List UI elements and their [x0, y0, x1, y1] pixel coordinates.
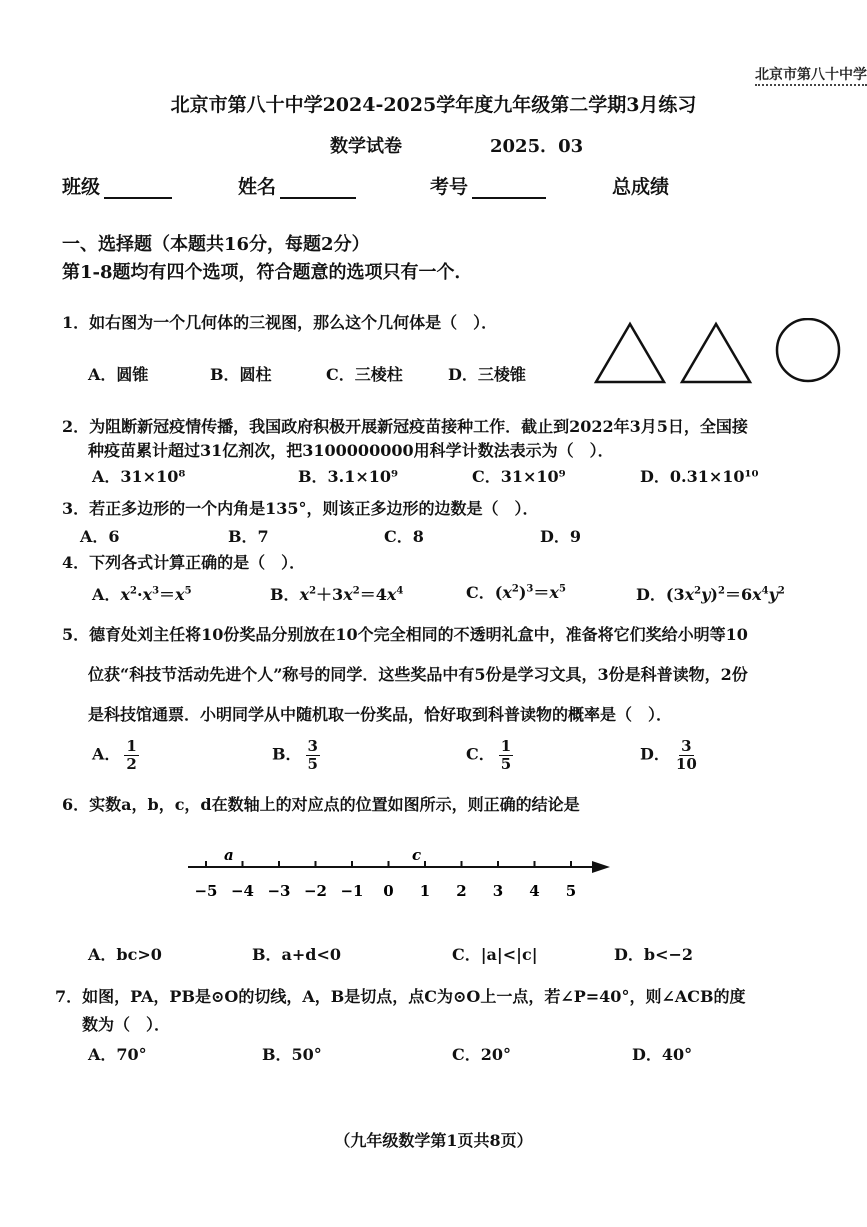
- q4-option-b: B．$x^2+3x^2=4x^4$: [270, 585, 404, 604]
- q6-option-a: A．bc>0: [88, 945, 162, 964]
- q5-option-d-label: D．: [640, 744, 670, 764]
- q5-option-b: [272, 738, 320, 772]
- front-view-triangle: [596, 324, 664, 382]
- fraction-denominator: 2: [126, 754, 137, 773]
- q4-option-b-label: B．: [270, 585, 300, 604]
- fraction-numerator: 3: [681, 737, 692, 755]
- q6-option-b: B．a+d<0: [252, 945, 342, 964]
- q2-stem-line2: 种疫苗累计超过31亿剂次，把3100000000用科学计数法表示为（ ）．: [88, 441, 614, 460]
- corner-stamp: 北京市第八十中学: [755, 64, 867, 86]
- q4-option-c: C．$(x^2)^3=x^5$: [466, 583, 566, 602]
- q5-option-a-fraction: [124, 738, 138, 772]
- exam-no-blank[interactable]: [472, 197, 546, 199]
- exam-title: 北京市第八十中学2024-2025学年度九年级第二学期3月练习: [170, 94, 697, 116]
- q2-option-d: D．0.31×10¹⁰: [640, 467, 759, 486]
- class-field: [62, 172, 172, 199]
- page-footer: （九年级数学第1页共8页）: [334, 1131, 533, 1150]
- q4-stem: 4．下列各式计算正确的是（ ）．: [62, 553, 306, 572]
- exam-no-label: 考号: [430, 176, 469, 198]
- fraction-denominator: 10: [675, 754, 697, 773]
- q7-option-a: A．70°: [88, 1045, 147, 1064]
- fraction-numerator: 1: [500, 737, 512, 755]
- top-view-circle: [777, 319, 839, 381]
- q5-option-c: [466, 738, 513, 772]
- axis-tick-label: −3: [267, 882, 291, 900]
- q3-option-a: A．6: [80, 527, 120, 546]
- q4-option-c-label: C．: [466, 583, 495, 602]
- q5-option-b-fraction: [306, 738, 320, 772]
- q5-line1: 5．德育处刘主任将10份奖品分别放在10个完全相同的不透明礼盒中，准备将它们奖给小明等10: [62, 625, 748, 644]
- q4-option-a-label: A．: [92, 585, 121, 604]
- q3-stem: 3．若正多边形的一个内角是135°，则该正多边形的边数是（ ）．: [62, 499, 539, 518]
- q5-option-c-label: C．: [466, 744, 495, 764]
- axis-tick-label: 4: [529, 882, 540, 900]
- q1-option-c: C．三棱柱: [326, 365, 403, 384]
- q1-option-d: D．三棱锥: [448, 365, 526, 384]
- q7-option-b: B．50°: [262, 1045, 322, 1064]
- axis-tick-label: −2: [303, 882, 328, 900]
- q6-option-d: D．b<−2: [614, 945, 694, 964]
- axis-tick-label: 0: [383, 882, 394, 900]
- name-field: [238, 172, 356, 199]
- total-score-label: 总成绩: [612, 176, 670, 198]
- q5-option-a-label: A．: [92, 744, 121, 764]
- point-a-label: a: [224, 846, 234, 864]
- q5-option-b-label: B．: [272, 744, 302, 764]
- q5-option-d: [640, 738, 699, 772]
- name-blank[interactable]: [280, 197, 356, 199]
- axis-tick-label: −1: [340, 882, 364, 900]
- axis-tick-label: 3: [492, 882, 504, 900]
- q3-option-c: C．8: [384, 527, 424, 546]
- q3-option-b: B．7: [228, 527, 269, 546]
- class-label: 班级: [62, 176, 101, 198]
- q2-stem-line1: 2．为阻断新冠疫情传播，我国政府积极开展新冠疫苗接种工作．截止到2022年3月5日，全国接: [62, 417, 748, 436]
- q3-option-d: D．9: [540, 527, 582, 546]
- q2-option-a: A．31×10⁸: [92, 467, 186, 486]
- fraction-numerator: 3: [307, 737, 318, 755]
- section1-instruction: 第1-8题均有四个选项，符合题意的选项只有一个．: [62, 262, 473, 283]
- q7-option-c: C．20°: [452, 1045, 512, 1064]
- q5-option-c-fraction: [499, 738, 513, 772]
- section1-heading: 一、选择题（本题共16分，每题2分）: [62, 234, 370, 255]
- axis-tick-label: −5: [194, 882, 218, 900]
- fraction-denominator: 5: [307, 754, 318, 773]
- q1-option-a: A．圆锥: [88, 365, 149, 384]
- q4-option-a: A．$x^2\cdot x^3=x^5$: [92, 585, 192, 604]
- side-view-triangle: [682, 324, 750, 382]
- q4-option-d: D．$(3x^2y)^2=6x^4y^2$: [636, 585, 785, 604]
- q5-option-d-fraction: [674, 738, 699, 772]
- q5-option-a: [92, 738, 139, 772]
- name-label: 姓名: [238, 176, 277, 198]
- exam-no-field: [430, 172, 546, 199]
- axis-tick-label: 5: [565, 882, 577, 900]
- q2-option-b: B．3.1×10⁹: [298, 467, 399, 486]
- axis-tick-label: 2: [456, 882, 467, 900]
- exam-date: 2025．03: [490, 136, 584, 157]
- q5-line2: 位获“科技节活动先进个人”称号的同学．这些奖品中有5份是学习文具，3份是科普读物，2份: [88, 665, 748, 684]
- class-blank[interactable]: [104, 197, 172, 199]
- q5-line3: 是科技馆通票．小明同学从中随机取一份奖品，恰好取到科普读物的概率是（ ）．: [88, 705, 673, 724]
- point-c-label: c: [412, 846, 422, 864]
- q6-stem: 6．实数a，b，c，d在数轴上的对应点的位置如图所示，则正确的结论是: [62, 795, 580, 814]
- fraction-numerator: 1: [126, 737, 137, 755]
- fraction-denominator: 5: [500, 754, 512, 773]
- q1-stem: 1．如右图为一个几何体的三视图，那么这个几何体是（ ）．: [62, 313, 498, 332]
- number-line-figure: [180, 842, 620, 904]
- q7-line2: 数为（ ）．: [82, 1015, 171, 1034]
- q7-option-d: D．40°: [632, 1045, 693, 1064]
- number-line-arrow: [592, 861, 610, 873]
- exam-subtitle: 数学试卷: [330, 136, 402, 157]
- q2-option-c: C．31×10⁹: [472, 467, 566, 486]
- axis-tick-label: 1: [419, 882, 431, 900]
- three-views-figure: [590, 318, 850, 388]
- axis-tick-label: −4: [230, 882, 255, 900]
- q7-line1: 7．如图，PA，PB是⊙O的切线，A，B是切点，点C为⊙O上一点，若∠P=40°，则∠ACB的度: [55, 987, 746, 1006]
- q6-option-c: C．|a|<|c|: [452, 945, 538, 964]
- q1-option-b: B．圆柱: [210, 365, 272, 384]
- q4-option-d-label: D．: [636, 585, 666, 604]
